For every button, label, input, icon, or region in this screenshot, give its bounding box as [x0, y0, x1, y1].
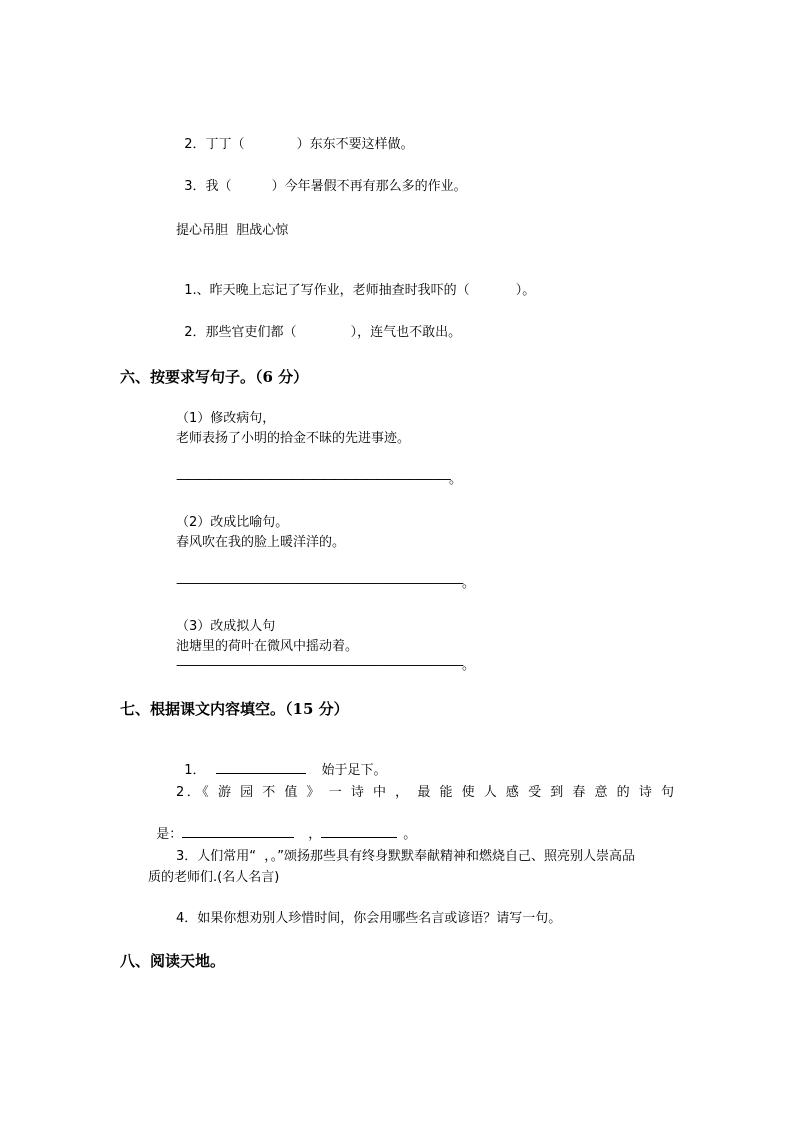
question-row — [176, 160, 467, 196]
question-row — [148, 806, 416, 844]
question-text: 是： — [156, 827, 183, 842]
question-text: 昨天晚上忘记了写作业，老师抽查时我吓的（ — [209, 283, 470, 298]
answer-line[interactable]: ——————————————————————————。 — [176, 576, 473, 591]
fill-blank[interactable] — [216, 760, 306, 774]
question-number: 3． — [184, 179, 206, 194]
question-line: 4．如果你想劝别人珍惜时间，你会用哪些名言或谚语？请写一句。 — [176, 911, 562, 926]
question-text: 那些官吏们都（ — [205, 325, 297, 340]
punctuation: 。 — [403, 827, 417, 842]
punctuation: ， — [308, 827, 322, 842]
question-line: 2．《 游 园 不 值 》 一 诗 中 ， 最 能 使 人 感 受 到 春 意 的 诗 句 — [176, 785, 674, 800]
question-line: 质的老师们.(名人名言) — [148, 870, 280, 885]
question-text: 我（ — [205, 179, 232, 194]
item-sentence: 老师表扬了小明的拾金不昧的先进事迹。 — [176, 431, 411, 446]
item-sentence: 池塘里的荷叶在微风中摇动着。 — [176, 639, 359, 654]
idiom-choices: 提心吊胆 胆战心惊 — [176, 223, 289, 238]
question-number: 1． — [184, 763, 206, 778]
fill-blank[interactable] — [182, 824, 294, 838]
question-text: ），连气也不敢出。 — [350, 325, 462, 340]
question-row — [176, 264, 535, 300]
question-text: 丁丁（ — [205, 137, 245, 152]
section-heading: 六、按要求写句子。（6 分） — [120, 368, 309, 386]
question-row — [176, 118, 414, 154]
section-heading: 八、阅读天地。 — [120, 952, 226, 970]
item-label: （1）修改病句， — [176, 411, 276, 426]
question-number: 1.、 — [184, 283, 210, 298]
question-line: 3．人们常用“ ，。”颂扬那些具有终身默默奉献精神和燃烧自己、照亮别人崇高品 — [176, 849, 636, 864]
fill-blank[interactable] — [321, 824, 397, 838]
answer-line[interactable]: ——————————————————————————。 — [176, 472, 460, 487]
item-label: （3）改成拟人句 — [176, 619, 276, 634]
question-number: 2． — [184, 325, 206, 340]
item-sentence: 春风吹在我的脸上暖洋洋的。 — [176, 535, 346, 550]
question-text: ）。 — [515, 283, 536, 298]
answer-line[interactable]: ——————————————————————————。 — [176, 658, 473, 673]
question-text: ）东东不要这样做。 — [296, 137, 414, 152]
question-number: 2． — [184, 137, 206, 152]
question-row — [176, 306, 461, 342]
question-text: 始于足下。 — [321, 763, 387, 778]
section-heading: 七、根据课文内容填空。（15 分） — [120, 700, 349, 718]
question-row — [176, 742, 387, 780]
item-label: （2）改成比喻句。 — [176, 515, 289, 530]
question-text: ）今年暑假不再有那么多的作业。 — [271, 179, 467, 194]
